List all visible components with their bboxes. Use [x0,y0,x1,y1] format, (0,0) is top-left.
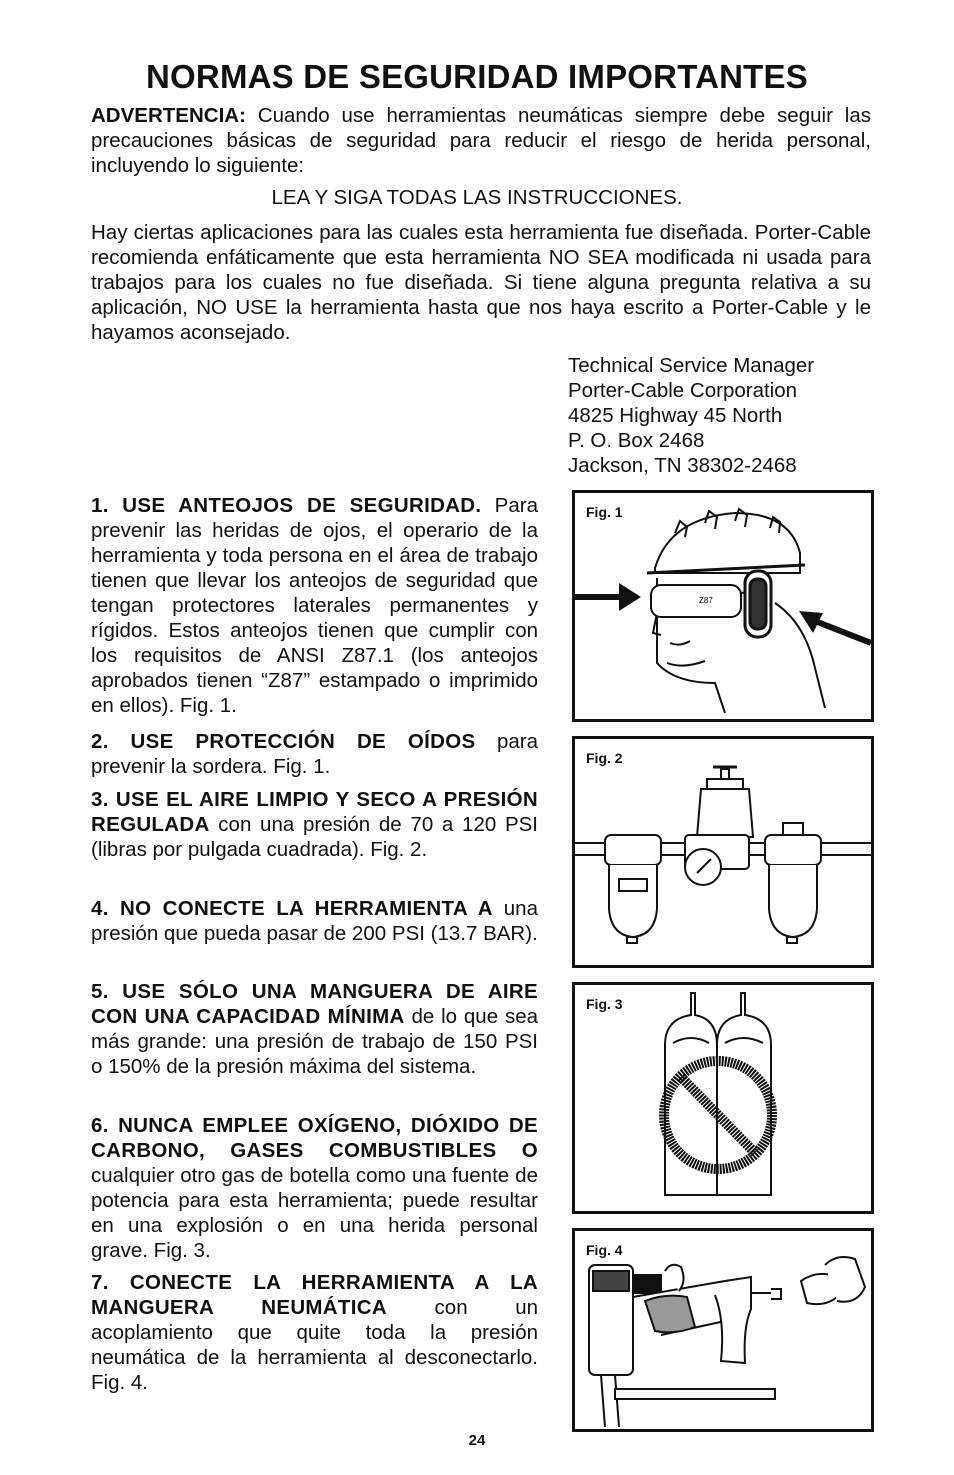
rule-heading: 3. USE EL AIRE LIMPIO Y SECO A PRESIÓN REGULADA [91,788,538,836]
page-number: 24 [468,1432,486,1449]
filter-regulator-lubricator-illustration [575,739,871,965]
warning-label: ADVERTENCIA: [91,104,246,127]
warning-paragraph [91,103,871,178]
rule-text: Para prevenir las heridas de ojos, el operario de la herramienta y toda persona en el área de trabajo tienen que llevar los anteojos de seguridad que tengan protectores laterales permanentes y rígidos. Estos anteojos tienen que cumplir con los requisitos de ANSI Z87.1 (los anteojos aprobados tienen “Z87” estampado o imprimido en ellos). Fig. 1. [91,494,538,717]
intro-paragraph: Hay ciertas aplicaciones para las cuales esta herramienta fue diseñada. Porter-Cable recomienda enfáticamente que esta herramienta NO SEA modificada ni usada para trabajos para los cuales no fue diseñada. Si tiene alguna pregunta relativa a su aplicación, NO USE la herramienta hasta que nos haya escrito a Porter-Cable y le hayamos aconsejado. [91,221,871,344]
rule-heading: 6. NUNCA EMPLEE OXÍGENO, DIÓXIDO DE CARBONO, GASES COMBUSTIBLES O [91,1114,538,1162]
rule-text: con una presión de 70 a 120 PSI (libras por pulgada cuadrada). Fig. 2. [91,813,538,861]
rule-heading: 4. NO CONECTE LA HERRAMIENTA A [91,897,493,920]
figure-label: Fig. 1 [586,504,623,520]
head-goggles-earmuffs-illustration [575,493,871,719]
rule-2 [91,729,538,779]
address-line: Jackson, TN 38302-2468 [568,454,797,477]
address-line: 4825 Highway 45 North [568,404,783,427]
rule-heading: 7. CONECTE LA HERRAMIENTA A LA MANGUERA NEUMÁTICA [91,1271,538,1319]
nailer-hose-connection-illustration [575,1231,871,1429]
rule-text: cualquier otro gas de botella como una fuente de potencia para esta herramienta; puede resultar en una explosión o en una herida personal grave. Fig. 3. [91,1164,538,1262]
figure-4 [572,1228,874,1432]
address-line: Porter-Cable Corporation [568,379,798,402]
rule-6 [91,1113,538,1263]
warning-text: Cuando use herramientas neumáticas siempre debe seguir las precauciones básicas de seguridad para reducir el riesgo de herida personal, incluyendo lo siguiente: [91,104,871,177]
rule-text: con un acoplamiento que quite toda la presión neumática de la herramienta al desconectarlo. Fig. 4. [91,1296,539,1394]
figure-label: Fig. 3 [586,996,623,1012]
gas-bottles-prohibited-illustration [575,985,871,1211]
figure-1 [572,490,874,722]
figure-label: Fig. 4 [586,1242,623,1258]
z87-marking: Z87 [699,596,713,605]
figure-3 [572,982,874,1214]
address-line: P. O. Box 2468 [568,429,705,452]
read-follow-instructions: LEA Y SIGA TODAS LAS INSTRUCCIONES. [271,186,683,209]
page-title: NORMAS DE SEGURIDAD IMPORTANTES [146,58,808,95]
figure-2 [572,736,874,968]
rule-3 [91,787,538,862]
rule-4 [91,896,538,946]
rule-5 [91,979,538,1079]
rule-text: de lo que sea más grande: una presión de trabajo de 150 PSI o 150% de la presión máxima del sistema. [91,1005,538,1078]
rule-text: una presión que pueda pasar de 200 PSI (13.7 BAR). [91,897,538,945]
rule-heading: 1. USE ANTEOJOS DE SEGURIDAD. [91,494,482,517]
rule-heading: 5. USE SÓLO UNA MANGUERA DE AIRE CON UNA CAPACIDAD MÍNIMA [91,980,538,1028]
rule-text: para prevenir la sordera. Fig. 1. [91,730,538,778]
rule-7 [91,1270,538,1395]
service-address [568,353,814,478]
figure-label: Fig. 2 [586,750,623,766]
rule-heading: 2. USE PROTECCIÓN DE OÍDOS [91,730,476,753]
rule-1 [91,493,538,718]
address-line: Technical Service Manager [568,354,815,377]
